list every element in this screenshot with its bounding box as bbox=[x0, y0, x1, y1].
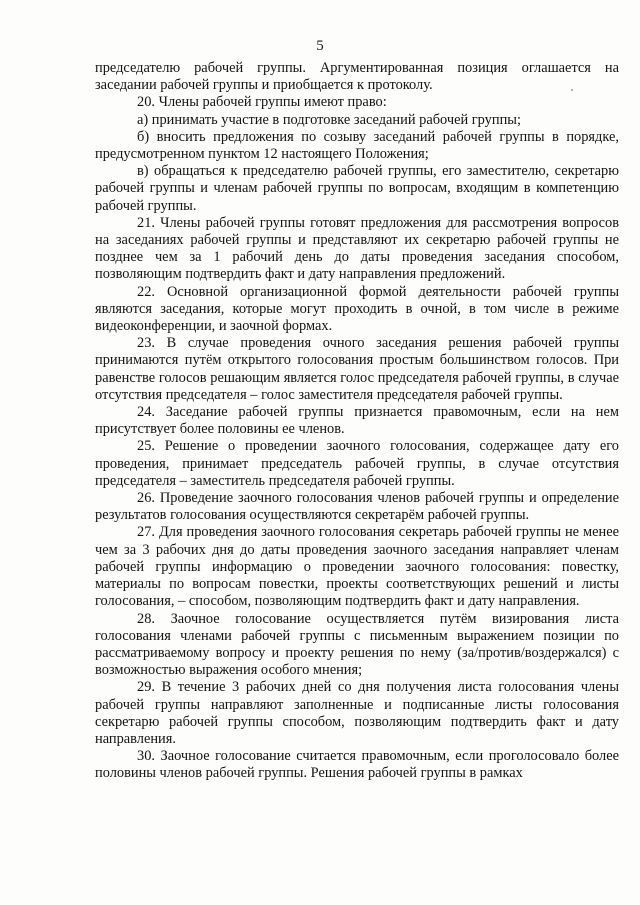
paragraph-28: 28. Заочное голосование осуществляется путём визирования листа голосования членами рабочей группы с письменным выражением позиции по рассматриваемому вопросу и проекту решения по нему (за/против/воздержался) с возможностью выражения особого мнения; bbox=[95, 610, 619, 679]
paragraph-22: 22. Основной организационной формой деятельности рабочей группы являются заседания, которые могут проходить в очной, в том числе в режиме видеоконференции, и заочной формах. bbox=[95, 283, 619, 335]
paragraph-20a: а) принимать участие в подготовке заседаний рабочей группы; bbox=[137, 111, 521, 128]
scan-speck bbox=[571, 89, 573, 91]
paragraph-20b: б) вносить предложения по созыву заседаний рабочей группы в порядке, предусмотренном пунктом 12 настоящего Положения; bbox=[95, 128, 619, 163]
paragraph-25: 25. Решение о проведении заочного голосования, содержащее дату его проведения, принимает председатель рабочей группы, в случае отсутствия председателя – заместитель председателя рабочей группы. bbox=[95, 438, 619, 489]
paragraph-20: 20. Члены рабочей группы имеют право: bbox=[137, 94, 387, 111]
paragraph-23: 23. В случае проведения очного заседания решения рабочей группы принимаются путём открытого голосования простым большинством голосов. При равенстве голосов решающим является голос председателя рабочей группы, в случае отсутствия председателя – голос заместителя председателя рабочей группы. bbox=[95, 335, 619, 403]
paragraph-26: 26. Проведение заочного голосования членов рабочей группы и определение результатов голосования осуществляются секретарём рабочей группы. bbox=[95, 490, 619, 524]
paragraph-27: 27. Для проведения заочного голосования секретарь рабочей группы не менее чем за 3 рабочих дня до даты проведения заочного заседания направляет членам рабочей группы информацию о проведении заочного голосования: повестку, материалы по вопросам повестки, проекты соответствующих решений и листы голосования, – способом, позволяющим подтвердить факт и дату направления. bbox=[95, 524, 619, 610]
document-body bbox=[95, 60, 619, 783]
paragraph-20v: в) обращаться к председателю рабочей группы, его заместителю, секретарю рабочей группы и членам рабочей группы по вопросам, входящим в компетенцию рабочей группы. bbox=[95, 163, 619, 214]
paragraph-continuation: председателю рабочей группы. Аргументированная позиция оглашается на заседании рабочей группы и приобщается к протоколу. bbox=[95, 60, 619, 94]
paragraph-24: 24. Заседание рабочей группы признается правомочным, если на нем присутствует более половины ее членов. bbox=[95, 404, 619, 438]
paragraph-29: 29. В течение 3 рабочих дней со дня получения листа голосования члены рабочей группы направляют заполненные и подписанные листы голосования секретарю рабочей группы способом, позволяющим подтвердить факт и дату направления. bbox=[95, 679, 619, 747]
paragraph-30: 30. Заочное голосование считается правомочным, если проголосовало более половины членов рабочей группы. Решения рабочей группы в рамках bbox=[95, 748, 619, 782]
paragraph-21: 21. Члены рабочей группы готовят предложения для рассмотрения вопросов на заседаниях рабочей группы и представляют их секретарю рабочей группы не позднее чем за 1 рабочий день до даты проведения заседания способом, позволяющим подтвердить факт и дату направления предложений. bbox=[95, 214, 619, 283]
page-number: 5 bbox=[316, 38, 324, 54]
